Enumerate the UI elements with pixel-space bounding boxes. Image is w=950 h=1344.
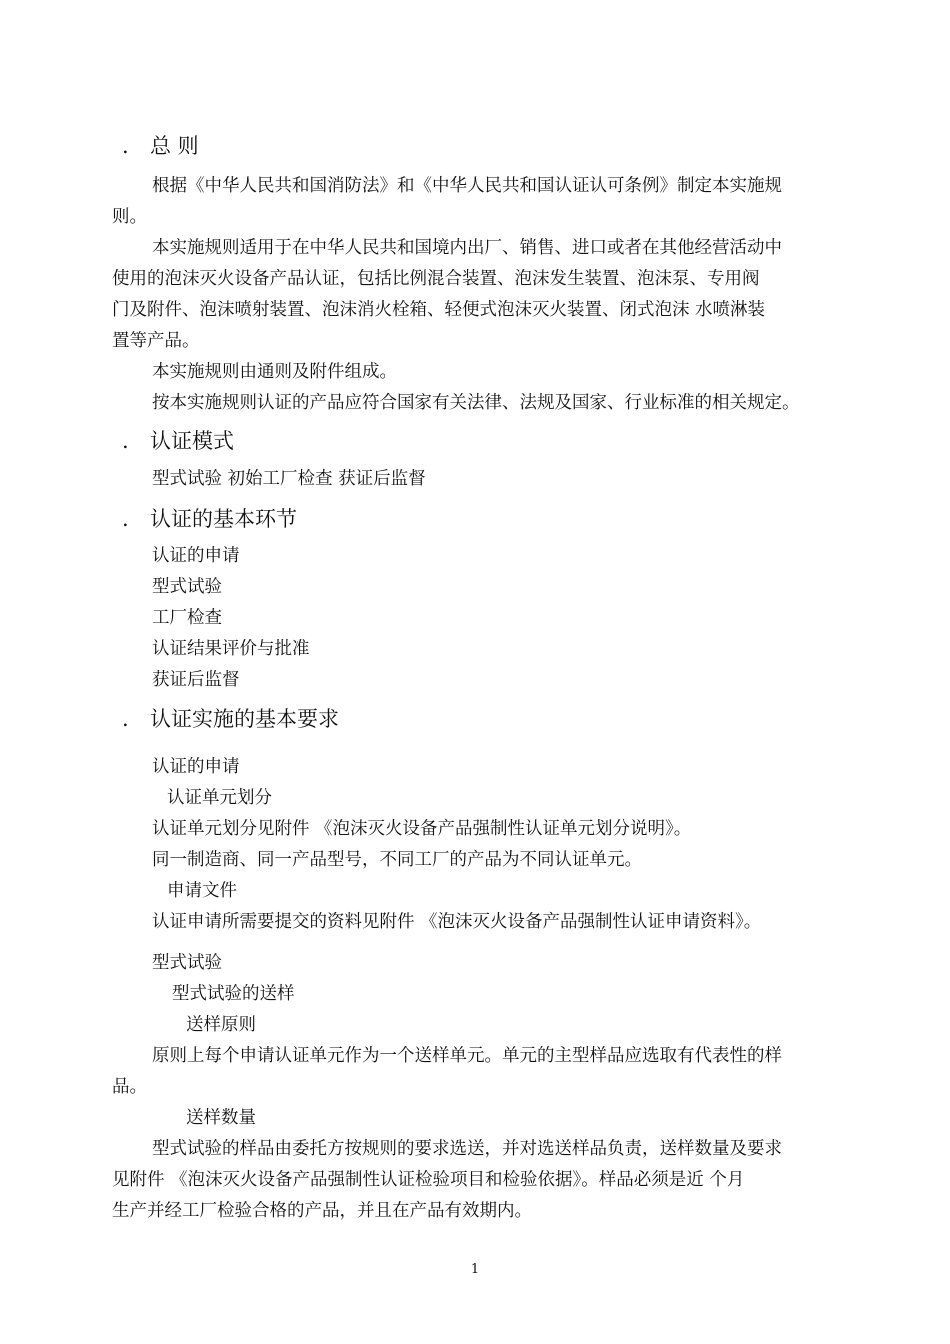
paragraph-line: 见附件 《泡沫灭火设备产品强制性认证检验项目和检验依据》。样品必须是近 个月 — [112, 1170, 745, 1190]
subheading: 认证的申请 — [152, 757, 240, 777]
paragraph-line: 同一制造商、同一产品型号，不同工厂的产品为不同认证单元。 — [152, 850, 642, 870]
section-heading-certification-mode: 认证模式 — [150, 429, 234, 453]
paragraph-line: 生产并经工厂检验合格的产品，并且在产品有效期内。 — [112, 1201, 532, 1221]
paragraph-line: 认证申请所需要提交的资料见附件 《泡沫灭火设备产品强制性认证申请资料》。 — [152, 912, 762, 932]
subheading: 型式试验 — [152, 953, 222, 973]
paragraph-line: 认证单元划分见附件 《泡沫灭火设备产品强制性认证单元划分说明》。 — [152, 819, 692, 839]
paragraph-line: 原则上每个申请认证单元作为一个送样单元。单元的主型样品应选取有代表性的样 — [152, 1046, 782, 1066]
paragraph-line: 根据《中华人民共和国消防法》和《中华人民共和国认证认可条例》制定本实施规 — [152, 176, 782, 196]
paragraph-line: 置等产品。 — [112, 331, 200, 351]
subheading: 送样数量 — [186, 1108, 256, 1128]
subheading: 申请文件 — [167, 881, 237, 901]
list-item: 获证后监督 — [152, 670, 240, 690]
paragraph-line: 本实施规则由通则及附件组成。 — [152, 362, 397, 382]
section-heading-basic-requirements: 认证实施的基本要求 — [150, 707, 339, 731]
paragraph-line: 型式试验的样品由委托方按规则的要求选送，并对选送样品负责，送样数量及要求 — [152, 1139, 782, 1159]
section-heading-basic-steps: 认证的基本环节 — [150, 507, 297, 531]
subheading: 认证单元划分 — [167, 788, 272, 808]
paragraph-line: 门及附件、泡沫喷射装置、泡沫消火栓箱、轻便式泡沫灭火装置、闭式泡沫 水喷淋装 — [112, 300, 766, 320]
page-number: 1 — [470, 1262, 480, 1277]
list-item: 认证的申请 — [152, 546, 240, 566]
paragraph-line: 使用的泡沫灭火设备产品认证，包括比例混合装置、泡沫发生装置、泡沫泵、专用阀 — [112, 269, 760, 289]
section-marker-1: . — [122, 134, 129, 158]
paragraph-line: 则。 — [112, 207, 147, 227]
paragraph-line: 本实施规则适用于在中华人民共和国境内出厂、销售、进口或者在其他经营活动中 — [152, 238, 782, 258]
paragraph-line: 型式试验 初始工厂检查 获证后监督 — [152, 469, 426, 489]
section-marker-2: . — [122, 429, 129, 453]
section-marker-3: . — [122, 507, 129, 531]
list-item: 型式试验 — [152, 577, 222, 597]
list-item: 认证结果评价与批准 — [152, 639, 310, 659]
subheading: 送样原则 — [186, 1015, 256, 1035]
section-heading-general: 总 则 — [150, 134, 199, 158]
paragraph-line: 按本实施规则认证的产品应符合国家有关法律、法规及国家、行业标准的相关规定。 — [152, 393, 800, 413]
subheading: 型式试验的送样 — [172, 984, 295, 1004]
list-item: 工厂检查 — [152, 608, 222, 628]
section-marker-4: . — [122, 707, 129, 731]
paragraph-line: 品。 — [112, 1077, 147, 1097]
